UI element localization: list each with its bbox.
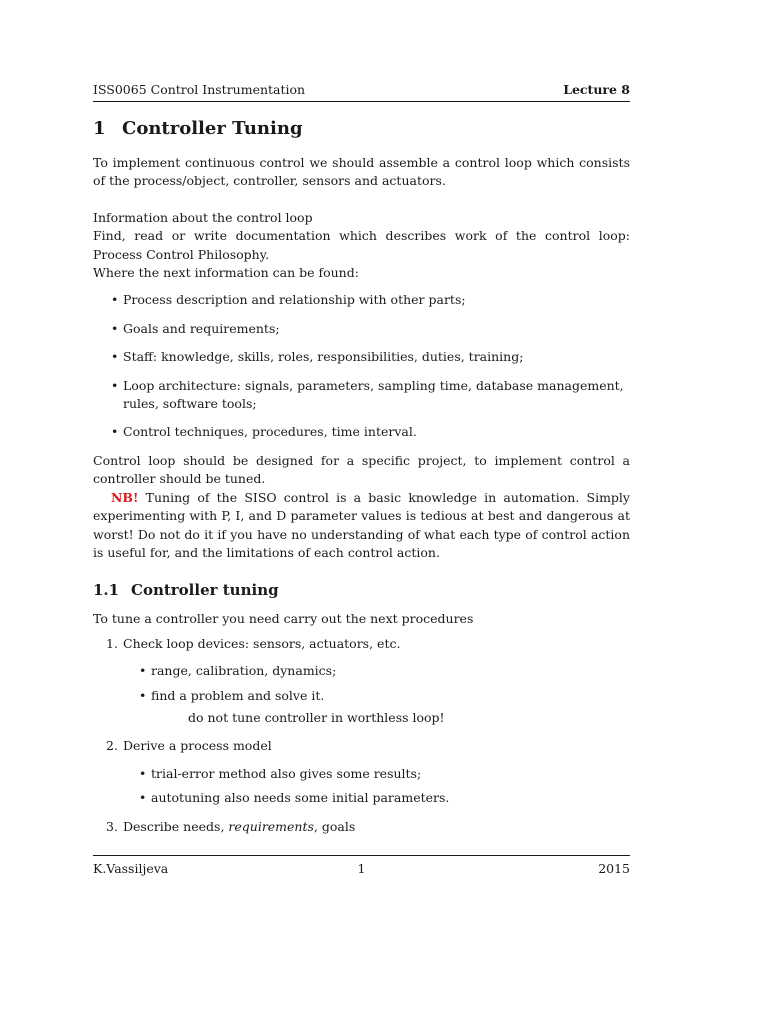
- step-text: Check loop devices: sensors, actuators, etc.: [123, 635, 401, 651]
- list-item: • range, calibration, dynamics;: [123, 662, 630, 680]
- section-title: Controller Tuning: [122, 118, 303, 139]
- list-item: • Loop architecture: signals, parameters, sampling time, database management, rules, software tools;: [93, 377, 630, 414]
- design-note: Control loop should be designed for a specific project, to implement control a controller should be tuned.: [93, 452, 630, 487]
- step-number: 2.: [106, 738, 118, 754]
- list-item: • autotuning also needs some initial parameters.: [123, 789, 630, 807]
- footer-author: K.Vassiljeva: [93, 861, 169, 876]
- course-title: ISS0065 Control Instrumentation: [93, 82, 306, 97]
- info-list: [93, 291, 630, 441]
- footer-year: 2015: [598, 861, 630, 876]
- step-text: Derive a process model: [123, 738, 272, 754]
- list-item: • Goals and requirements;: [93, 320, 630, 338]
- section-number: 1: [93, 118, 106, 139]
- list-item: • trial-error method also gives some results;: [123, 765, 630, 783]
- nb-label: NB!: [111, 489, 139, 505]
- step-sublist: [123, 662, 630, 705]
- subsection-number: 1.1: [93, 581, 120, 600]
- procedure-step: [93, 818, 630, 836]
- procedure-step: [93, 635, 630, 728]
- step-text: [123, 819, 355, 834]
- page-footer: [93, 855, 630, 876]
- nb-paragraph: [93, 489, 630, 563]
- list-item: • Process description and relationship with other parts;: [93, 291, 630, 309]
- step-text-part: Describe needs,: [123, 818, 229, 834]
- step-number: 3.: [106, 818, 118, 834]
- document-page: [93, 0, 630, 1024]
- list-item: • find a problem and solve it.: [123, 687, 630, 705]
- step-number: 1.: [106, 635, 118, 651]
- section-heading: [93, 118, 630, 140]
- intro-paragraph: To implement continuous control we should assemble a control loop which consists of the process/object, controller, sensors and actuators.: [93, 155, 630, 189]
- step-note: do not tune controller in worthless loop!: [188, 709, 445, 725]
- step-text-emphasis: requirements: [228, 818, 314, 834]
- lecture-label: Lecture 8: [563, 82, 630, 97]
- subsection-heading: [93, 580, 630, 600]
- list-item: • Control techniques, procedures, time interval.: [93, 423, 630, 441]
- procedures-intro: To tune a controller you need carry out the next procedures: [93, 611, 474, 627]
- info-line-2: Where the next information can be found:: [93, 265, 359, 281]
- list-item: • Staff: knowledge, skills, roles, responsibilities, duties, training;: [93, 348, 630, 366]
- info-heading: Information about the control loop: [93, 209, 313, 225]
- subsection-title: Controller tuning: [131, 581, 279, 600]
- page-body: [93, 114, 630, 846]
- procedure-step: [93, 737, 630, 807]
- page-number: 1: [357, 861, 366, 876]
- step-text-part: , goals: [313, 818, 356, 834]
- page-header: [93, 81, 630, 102]
- nb-text: Tuning of the SISO control is a basic knowledge in automation. Simply experimenting with P, I, and D parameter values is tedious at best and dangerous at worst! Do not do it if you have no understanding of what each type of control action is useful for, and the limitations of each control action.: [93, 489, 630, 560]
- step-sublist: [123, 765, 630, 808]
- info-line-1: Find, read or write documentation which describes work of the control loop: Process Control Philosophy.: [93, 228, 630, 262]
- procedure-list: [93, 635, 630, 836]
